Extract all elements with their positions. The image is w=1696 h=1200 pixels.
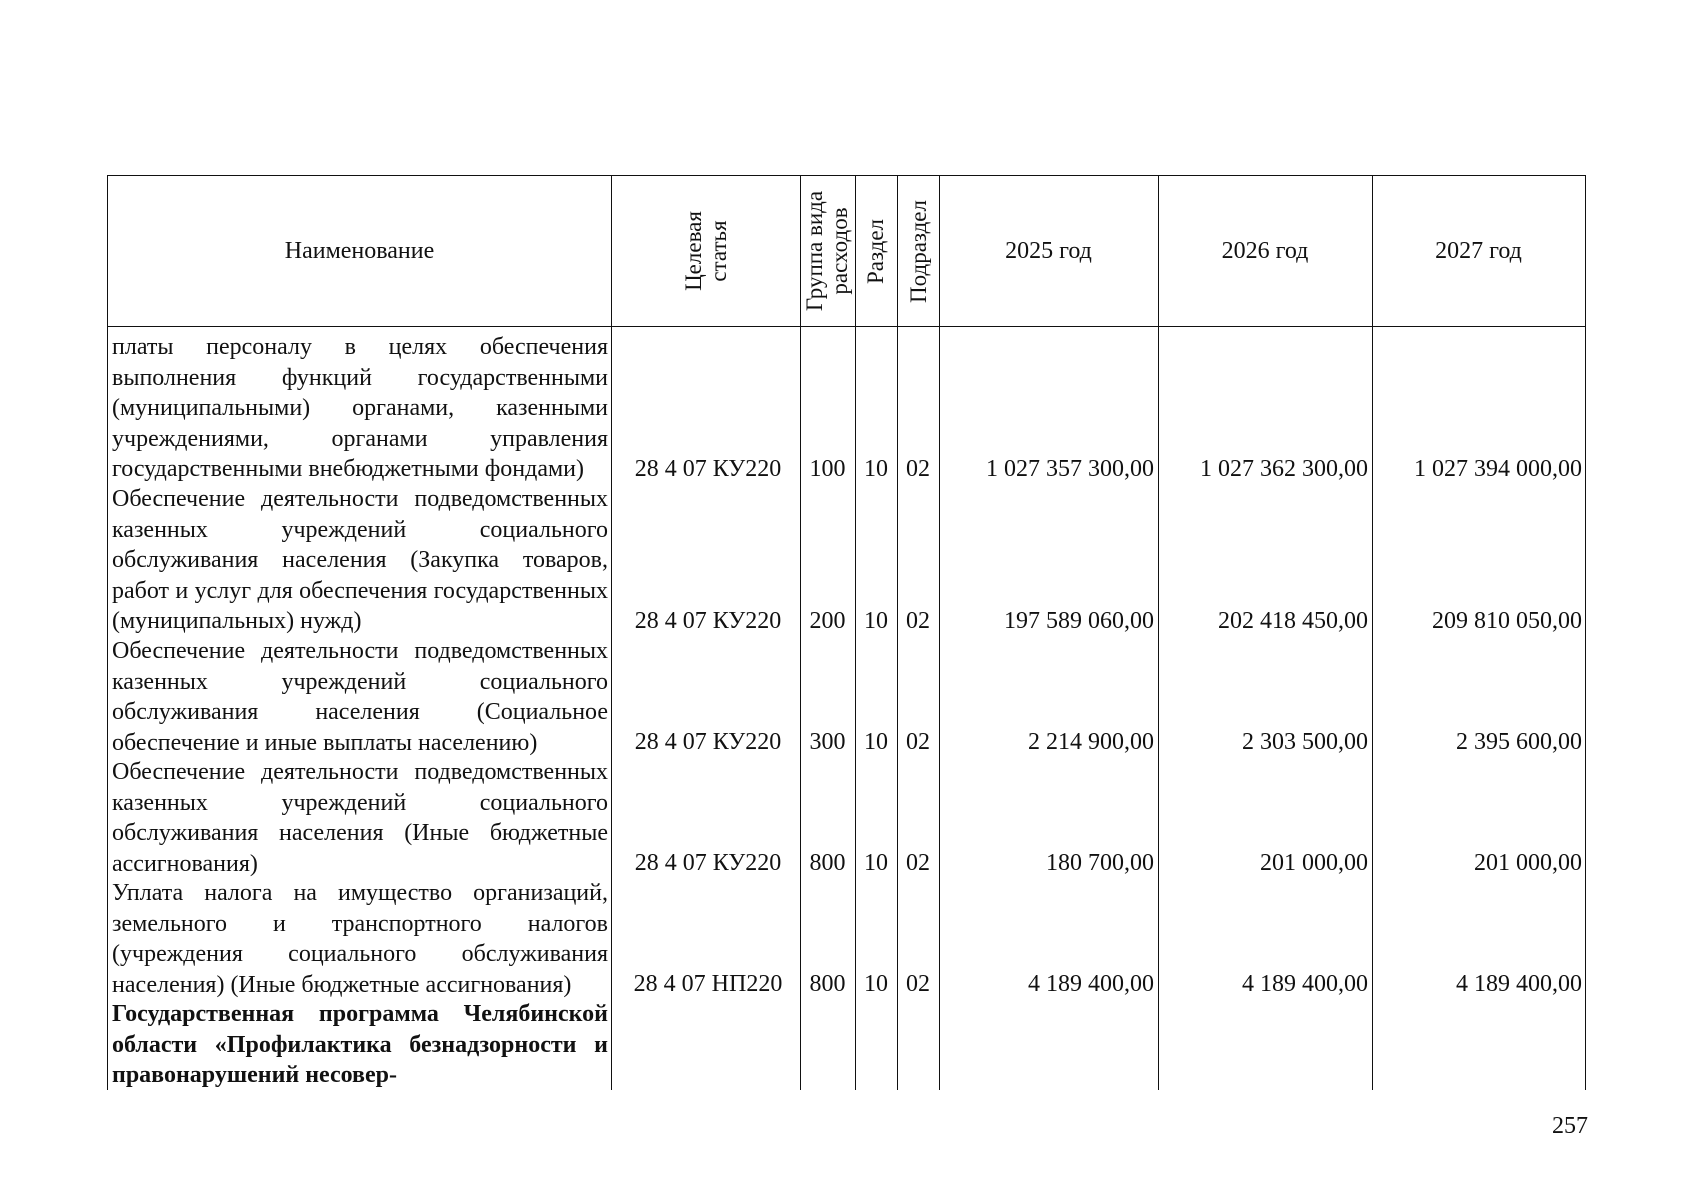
row-amount-2026: 2 303 500,00 bbox=[1242, 729, 1368, 755]
row-group: 100 bbox=[809, 456, 846, 482]
row-name: платы персоналу в целях обеспечения выполнения функций государственными (муниципальными) органами, казенными учреждениями, органами управления государственными внебюджетными фондами) bbox=[112, 334, 608, 482]
row-name: Уплата налога на имущество организаций, земельного и транспортного налогов (учреждения социального обслуживания населения) (Иные бюджетные ассигнования) bbox=[112, 880, 608, 998]
row-section: 10 bbox=[864, 850, 888, 876]
header-target-article: Целевая статья bbox=[680, 211, 731, 291]
row-subsection: 02 bbox=[906, 971, 930, 997]
row-subsection: 02 bbox=[906, 729, 930, 755]
row-code: 28 4 07 НП220 bbox=[633, 971, 783, 997]
row-group: 300 bbox=[809, 729, 846, 755]
row-amount-2026: 4 189 400,00 bbox=[1242, 971, 1368, 997]
header-section: Раздел bbox=[863, 218, 889, 284]
row-amount-2025: 4 189 400,00 bbox=[1028, 971, 1154, 997]
row-group: 200 bbox=[809, 608, 846, 634]
row-amount-2027: 4 189 400,00 bbox=[1456, 971, 1582, 997]
header-year-2026: 2026 год bbox=[1221, 237, 1309, 264]
row-section: 10 bbox=[864, 971, 888, 997]
row-amount-2025: 1 027 357 300,00 bbox=[986, 456, 1154, 482]
program-title: Государственная программа Челябинской области «Профилактика безнадзорности и правонарушений несовер- bbox=[112, 1001, 608, 1088]
row-code: 28 4 07 КУ220 bbox=[634, 729, 782, 755]
row-subsection: 02 bbox=[906, 850, 930, 876]
row-name: Обеспечение деятельности подведомственных казенных учреждений социального обслуживания населения (Иные бюджетные ассигнования) bbox=[112, 759, 608, 877]
budget-table bbox=[107, 175, 1586, 1090]
row-name: Обеспечение деятельности подведомственных казенных учреждений социального обслуживания населения (Закупка товаров, работ и услуг для обеспечения государственных (муниципальных) нужд) bbox=[112, 486, 608, 634]
row-amount-2027: 2 395 600,00 bbox=[1456, 729, 1582, 755]
row-group: 800 bbox=[809, 850, 846, 876]
row-code: 28 4 07 КУ220 bbox=[634, 850, 782, 876]
page-number: 257 bbox=[1552, 1113, 1588, 1139]
header-expense-group: Группа вида расходов bbox=[802, 190, 853, 312]
header-year-2027: 2027 год bbox=[1435, 237, 1522, 264]
row-amount-2027: 209 810 050,00 bbox=[1432, 608, 1582, 634]
row-code: 28 4 07 КУ220 bbox=[634, 456, 782, 482]
row-group: 800 bbox=[809, 971, 846, 997]
row-amount-2027: 1 027 394 000,00 bbox=[1414, 456, 1582, 482]
header-year-2025: 2025 год bbox=[1005, 237, 1092, 264]
row-subsection: 02 bbox=[906, 608, 930, 634]
row-amount-2026: 201 000,00 bbox=[1260, 850, 1368, 876]
row-section: 10 bbox=[864, 729, 888, 755]
row-section: 10 bbox=[864, 608, 888, 634]
row-amount-2025: 2 214 900,00 bbox=[1028, 729, 1154, 755]
row-amount-2026: 202 418 450,00 bbox=[1218, 608, 1368, 634]
row-amount-2026: 1 027 362 300,00 bbox=[1200, 456, 1368, 482]
row-amount-2025: 197 589 060,00 bbox=[1004, 608, 1154, 634]
row-subsection: 02 bbox=[906, 456, 930, 482]
row-amount-2025: 180 700,00 bbox=[1046, 850, 1154, 876]
header-divider bbox=[108, 326, 1585, 327]
row-section: 10 bbox=[864, 456, 888, 482]
row-code: 28 4 07 КУ220 bbox=[634, 608, 782, 634]
row-amount-2027: 201 000,00 bbox=[1474, 850, 1582, 876]
header-subsection: Подраздел bbox=[905, 199, 931, 303]
header-name: Наименование bbox=[284, 237, 435, 264]
row-name: Обеспечение деятельности подведомственных казенных учреждений социального обслуживания населения (Социальное обеспечение и иные выплаты населению) bbox=[112, 638, 608, 756]
